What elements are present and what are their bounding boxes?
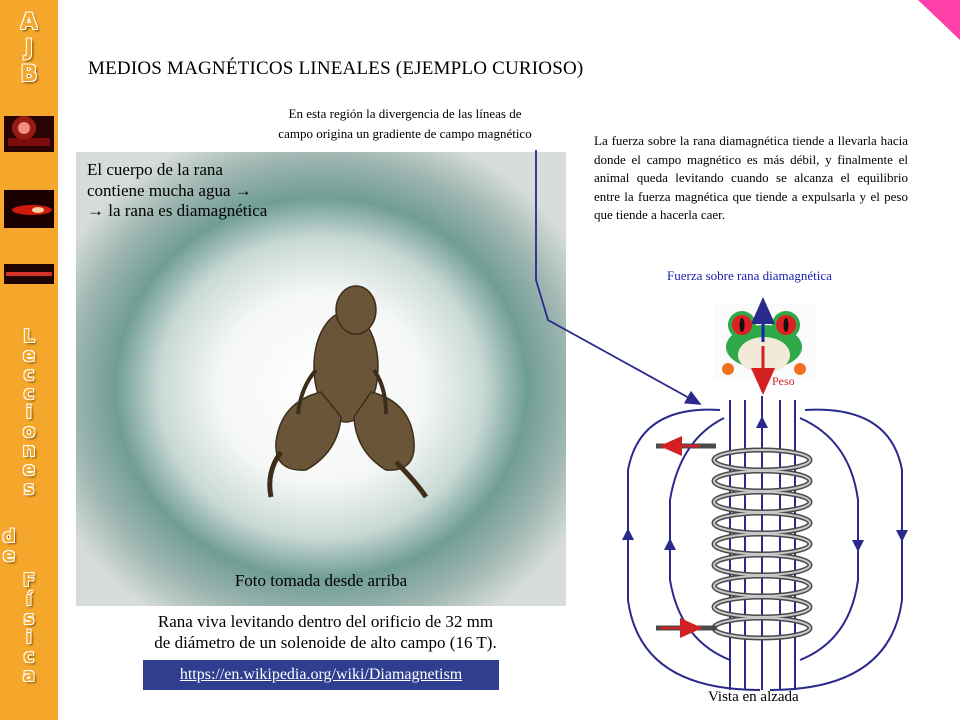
sidebar-letter: c (23, 383, 35, 404)
region-note-line: En esta región la divergencia de las líneas de (288, 106, 522, 121)
sidebar-letter: e (22, 459, 36, 480)
sidebar-letter: n (22, 440, 36, 461)
sidebar-letter: c (23, 364, 35, 385)
weight-label: Peso (772, 374, 795, 388)
force-label: Fuerza sobre rana diamagnética (667, 268, 832, 283)
photo-annotation-line: → la rana es diamagnética (87, 201, 268, 220)
view-label: Vista en alzada (708, 689, 799, 705)
brand-letter: B (20, 62, 38, 87)
sidebar-letter: a (22, 665, 36, 686)
photo-caption: Foto tomada desde arriba (234, 571, 408, 590)
sidebar-letter: e (22, 345, 36, 366)
photo-annotation-line: contiene mucha agua → (87, 180, 252, 200)
brand-letter: A (20, 10, 38, 35)
explanation-text: La fuerza sobre la rana diamagnética tiende a llevarla hacia donde el campo magnético es más débil, y finalmente el animal queda levitando cuando se alcanza el equilibrio entre la fuerza magnética que tiende a expulsarla y el peso que tiende a hacerla caer. (594, 133, 908, 223)
sidebar-letter: L (23, 326, 35, 347)
sidebar-letter: e (2, 545, 16, 566)
brand-letter: J (24, 36, 34, 61)
sidebar-letter: F (22, 570, 36, 591)
pointer-line (536, 150, 700, 404)
sidebar-letter: i (25, 627, 33, 648)
photo-annotation-line: El cuerpo de la rana (87, 160, 223, 179)
slide-title: MEDIOS MAGNÉTICOS LINEALES (EJEMPLO CURIOSO) (88, 58, 584, 79)
figure-caption-line: Rana viva levitando dentro del orificio de 32 mm (157, 612, 494, 631)
sidebar-letter: s (23, 478, 35, 499)
sidebar-letter: í (25, 589, 33, 610)
region-note-line: campo origina un gradiente de campo magnético (278, 126, 532, 141)
sidebar-letter: s (23, 608, 35, 629)
sidebar-letter: c (23, 646, 35, 667)
sidebar-letter: i (25, 402, 33, 423)
wikipedia-link[interactable]: https://en.wikipedia.org/wiki/Diamagnetism (143, 660, 499, 690)
figure-caption-line: de diámetro de un solenoide de alto campo (16 T). (154, 633, 497, 652)
sidebar-letter: o (22, 421, 36, 442)
sidebar-letter: d (2, 526, 16, 547)
